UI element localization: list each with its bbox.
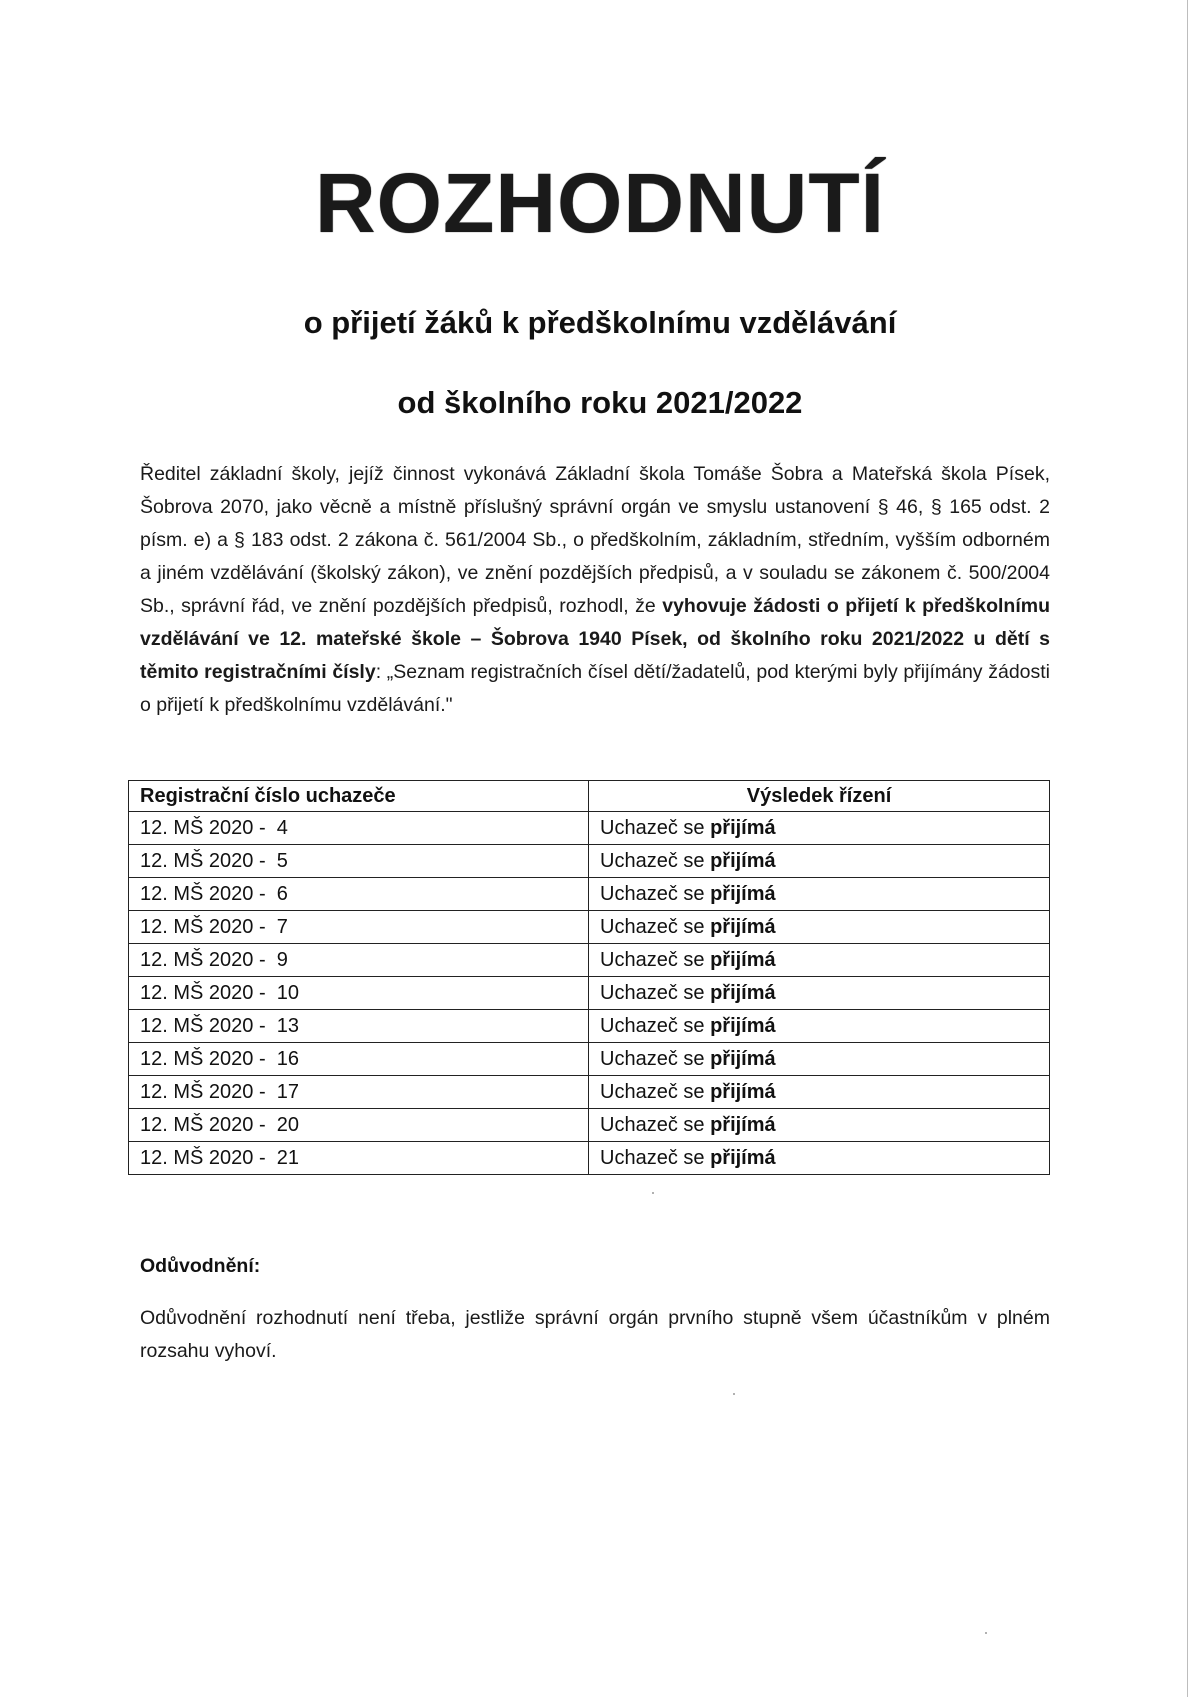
registration-number-cell: 12. MŠ 2020 - 9 bbox=[129, 944, 589, 977]
result-cell bbox=[589, 1010, 1050, 1043]
result-value: přijímá bbox=[710, 1047, 776, 1070]
result-value: přijímá bbox=[710, 1014, 776, 1037]
results-table bbox=[128, 780, 1050, 1175]
result-value: přijímá bbox=[710, 981, 776, 1004]
result-cell bbox=[589, 911, 1050, 944]
result-cell bbox=[589, 812, 1050, 845]
table-row bbox=[129, 1109, 1050, 1142]
body-text-bold-part: vyhovuje žádosti o přijetí k předškolnímu vzdělávání ve 12. mateřské škole – Šobrova 1940 Písek, od školního roku 2021/2022 u dětí s těmito registračními čísly bbox=[140, 595, 1050, 683]
registration-number-cell: 12. MŠ 2020 - 17 bbox=[129, 1076, 589, 1109]
body-text-part-1: Ředitel základní školy, jejíž činnost vykonává Základní škola Tomáše Šobra a Mateřská škola Písek, Šobrova 2070, jako věcně a místně příslušný správní orgán ve smyslu ustanovení § 46, § 165 odst. 2 písm. e) a § 183 odst. 2 zákona č. 561/2004 Sb., o předškolním, základním, středním, vyšším odborném a jiném vzdělávání (školský zákon), ve znění pozdějších předpisů, a v souladu se zákonem č. 500/2004 Sb., správní řád, ve znění pozdějších předpisů, rozhodl, že bbox=[140, 463, 1050, 617]
table-row bbox=[129, 1142, 1050, 1175]
registration-number-cell: 12. MŠ 2020 - 6 bbox=[129, 878, 589, 911]
header-result: Výsledek řízení bbox=[589, 781, 1050, 812]
scan-edge-line bbox=[1187, 0, 1188, 1697]
result-value: přijímá bbox=[710, 1113, 776, 1136]
result-cell bbox=[589, 1109, 1050, 1142]
result-prefix: Uchazeč se bbox=[600, 849, 711, 872]
document-subtitle: o přijetí žáků k předškolnímu vzdělávání bbox=[303, 305, 897, 340]
result-value: přijímá bbox=[710, 1146, 776, 1169]
result-value: přijímá bbox=[710, 816, 776, 839]
school-year-subtitle: od školního roku 2021/2022 bbox=[397, 385, 803, 420]
registration-number-cell: 12. MŠ 2020 - 21 bbox=[129, 1142, 589, 1175]
decision-body-paragraph bbox=[140, 458, 1050, 722]
result-cell bbox=[589, 845, 1050, 878]
table-header-row bbox=[129, 781, 1050, 812]
table-row bbox=[129, 1076, 1050, 1109]
table-row bbox=[129, 911, 1050, 944]
result-prefix: Uchazeč se bbox=[600, 1113, 711, 1136]
result-prefix: Uchazeč se bbox=[600, 816, 711, 839]
result-value: přijímá bbox=[710, 1080, 776, 1103]
document-title: ROZHODNUTÍ bbox=[315, 156, 885, 250]
result-value: přijímá bbox=[710, 882, 776, 905]
table-row bbox=[129, 977, 1050, 1010]
table-row bbox=[129, 845, 1050, 878]
registration-number-cell: 12. MŠ 2020 - 10 bbox=[129, 977, 589, 1010]
result-cell bbox=[589, 944, 1050, 977]
result-value: přijímá bbox=[710, 948, 776, 971]
result-cell bbox=[589, 1076, 1050, 1109]
justification-text: Odůvodnění rozhodnutí není třeba, jestliže správní orgán prvního stupně všem účastníkům v plném rozsahu vyhoví. bbox=[140, 1307, 1050, 1362]
result-cell bbox=[589, 1142, 1050, 1175]
result-prefix: Uchazeč se bbox=[600, 1080, 711, 1103]
table-row bbox=[129, 878, 1050, 911]
registration-number-cell: 12. MŠ 2020 - 5 bbox=[129, 845, 589, 878]
result-value: přijímá bbox=[710, 915, 776, 938]
result-value: přijímá bbox=[710, 849, 776, 872]
registration-number-cell: 12. MŠ 2020 - 16 bbox=[129, 1043, 589, 1076]
result-prefix: Uchazeč se bbox=[600, 1014, 711, 1037]
scan-speck bbox=[985, 1632, 987, 1634]
header-registration-number: Registrační číslo uchazeče bbox=[129, 781, 589, 812]
justification-heading: Odůvodnění: bbox=[140, 1255, 261, 1277]
registration-number-cell: 12. MŠ 2020 - 13 bbox=[129, 1010, 589, 1043]
result-cell bbox=[589, 878, 1050, 911]
table-row bbox=[129, 1043, 1050, 1076]
result-prefix: Uchazeč se bbox=[600, 1146, 711, 1169]
result-cell bbox=[589, 1043, 1050, 1076]
registration-number-cell: 12. MŠ 2020 - 7 bbox=[129, 911, 589, 944]
table-row bbox=[129, 812, 1050, 845]
body-text-part-2: : „Seznam registračních čísel dětí/žadatelů, pod kterými byly přijímány žádosti o přijetí k předškolnímu vzdělávání." bbox=[140, 661, 1051, 716]
result-prefix: Uchazeč se bbox=[600, 948, 711, 971]
table-row bbox=[129, 944, 1050, 977]
scan-speck bbox=[652, 1192, 654, 1194]
registration-number-cell: 12. MŠ 2020 - 4 bbox=[129, 812, 589, 845]
result-prefix: Uchazeč se bbox=[600, 1047, 711, 1070]
registration-number-cell: 12. MŠ 2020 - 20 bbox=[129, 1109, 589, 1142]
result-prefix: Uchazeč se bbox=[600, 882, 711, 905]
result-cell bbox=[589, 977, 1050, 1010]
results-table-body bbox=[129, 812, 1050, 1175]
scan-speck bbox=[733, 1393, 735, 1395]
result-prefix: Uchazeč se bbox=[600, 981, 711, 1004]
table-row bbox=[129, 1010, 1050, 1043]
result-prefix: Uchazeč se bbox=[600, 915, 711, 938]
